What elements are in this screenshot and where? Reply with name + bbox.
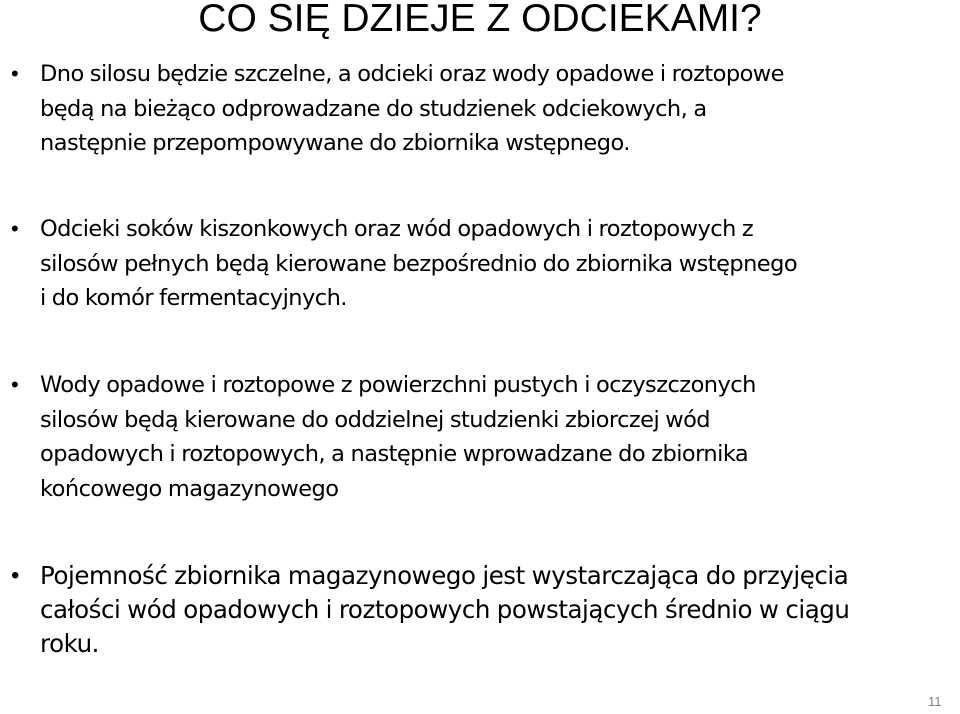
slide-title: CO SIĘ DZIEJE Z ODCIEKAMI? xyxy=(198,0,762,40)
bullet-text-4 xyxy=(40,559,956,661)
bullet-dot: • xyxy=(11,372,19,397)
bullet-line: Odcieki soków kiszonkowych oraz wód opadowych i roztopowych z xyxy=(40,216,754,242)
bullet-line: silosów będą kierowane do oddzielnej studzienki zbiorczej wód xyxy=(40,406,711,433)
bullet-text-3 xyxy=(40,368,956,506)
bullet-line: i do komór fermentacyjnych. xyxy=(40,285,347,311)
bullet-line: będą na bieżąco odprowadzane do studzienek odciekowych, a xyxy=(40,95,707,122)
bullet-line: opadowych i roztopowych, a następnie wprowadzane do zbiornika xyxy=(40,441,749,467)
bullet-dot: • xyxy=(11,61,19,86)
bullet-line: silosów pełnych będą kierowane bezpośrednio do zbiornika wstępnego xyxy=(40,250,798,277)
bullet-line: Dno silosu będzie szczelne, a odcieki oraz wody opadowe i roztopowe xyxy=(40,61,784,87)
bullet-line: Pojemność zbiornika magazynowego jest wystarczająca do przyjęcia xyxy=(40,561,849,590)
bullet-line: całości wód opadowych i roztopowych powstających średnio w ciągu xyxy=(40,595,850,624)
bullet-text-2 xyxy=(40,212,956,316)
bullet-line: Wody opadowe i roztopowe z powierzchni pustych i oczyszczonych xyxy=(40,372,756,398)
bullet-text-1 xyxy=(40,57,956,161)
bullet-line: następnie przepompowywane do zbiornika wstępnego. xyxy=(40,130,630,156)
bullet-line: roku. xyxy=(40,629,100,658)
bullet-dot: • xyxy=(11,562,20,589)
page-number: 11 xyxy=(928,694,942,709)
bullet-dot: • xyxy=(11,216,19,241)
bullet-line: końcowego magazynowego xyxy=(40,475,339,502)
